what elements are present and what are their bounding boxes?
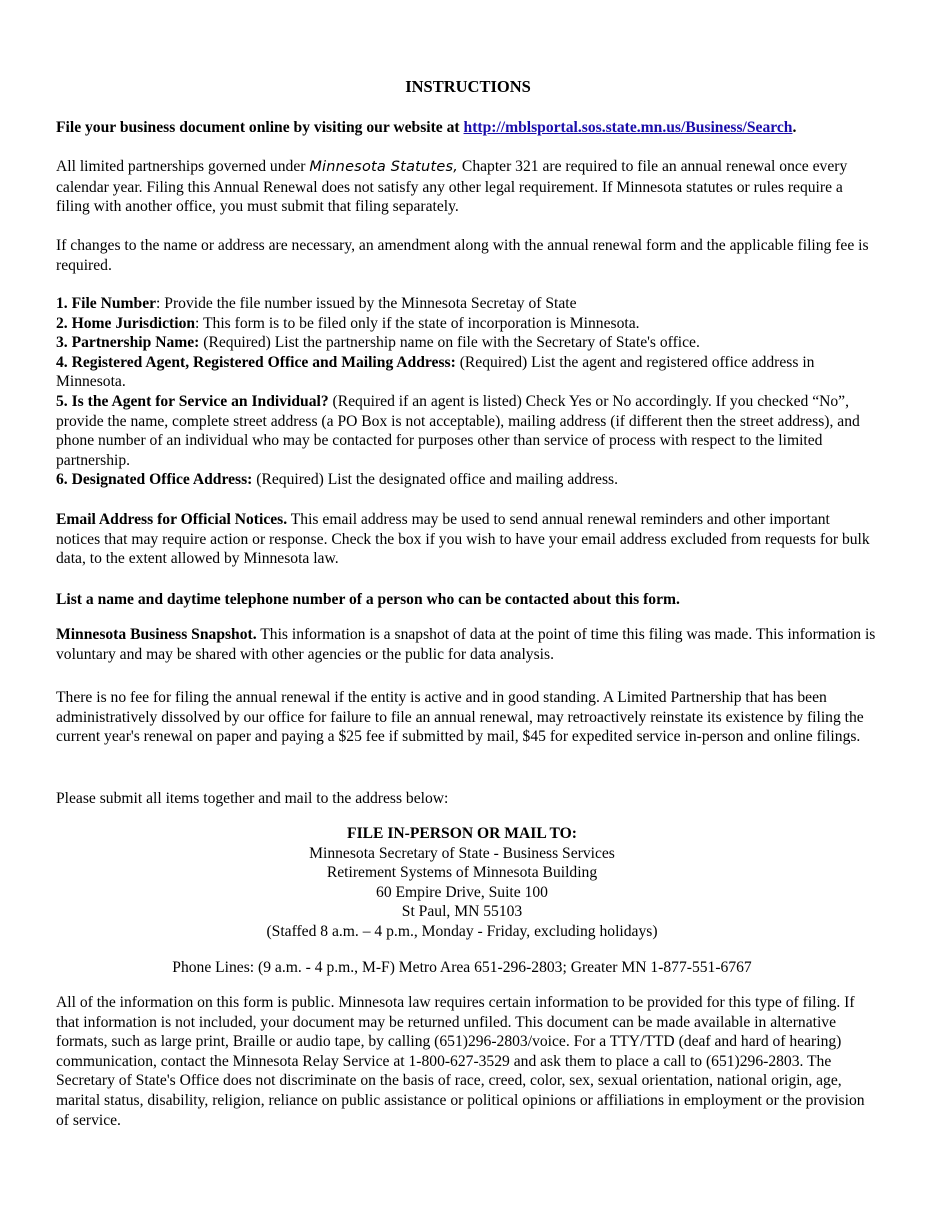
intro-paragraph: All limited partnerships governed under Minnesota Statutes, Chapter 321 are required to file an annual renewal once every calendar year. Filing this Annual Renewal does not satisfy any other legal requirement. If Minnesota statutes or rules require a filing with another office, you must submit that filing separately. <box>56 158 848 216</box>
address-line: Minnesota Secretary of State - Business Services <box>309 844 615 862</box>
address-line: St Paul, MN 55103 <box>401 903 523 921</box>
public-information-paragraph: All of the information on this form is public. Minnesota law requires certain information to be provided for this type of filing. If that information is not included, your document may be returned unfiled. This document can be made available in alternative formats, such as large print, Braille or audio tape, by calling (651)296-2803/voice. For a TTY/TTD (deaf and hard of hearing) communication, contact the Minnesota Relay Service at 1-800-627-3529 and ask them to place a call to (651)296-2803. The Secretary of State's Office does not discriminate on the basis of race, creed, color, sex, sexual orientation, national origin, age, marital status, disability, religion, reliance on public assistance or political opinions or affiliations in employment or the provision of service. <box>56 994 865 1129</box>
mailing-address-block <box>56 824 868 942</box>
page-title: INSTRUCTIONS <box>405 77 531 96</box>
amendment-paragraph: If changes to the name or address are necessary, an amendment along with the annual renewal form and the applicable filing fee is required. <box>56 237 869 274</box>
email-notice-paragraph: Email Address for Official Notices. This email address may be used to send annual renewal reminders and other important notices that may require action or response. Check the box if you wish to have your email address excluded from requests for bulk data, to the extent allowed by Minnesota law. <box>56 511 870 568</box>
phone-lines: Phone Lines: (9 a.m. - 4 p.m., M-F) Metro Area 651-296-2803; Greater MN 1-877-551-6767 <box>172 959 752 976</box>
numbered-instructions <box>56 294 876 490</box>
website-link[interactable]: http://mblsportal.sos.state.mn.us/Business/Search <box>463 119 793 136</box>
contact-instruction: List a name and daytime telephone number of a person who can be contacted about this form. <box>56 591 680 608</box>
instruction-item: 3. Partnership Name: (Required) List the partnership name on file with the Secretary of State's office. <box>56 334 700 352</box>
instruction-item: 1. File Number: Provide the file number issued by the Minnesota Secretay of State <box>56 295 577 312</box>
instruction-item: 5. Is the Agent for Service an Individual? (Required if an agent is listed) Check Yes or No accordingly. If you checked “No”, provide the name, complete street address (a PO Box is not acceptable), mailing address (if different then the street address), and phone number of an individual who may be contacted for purposes other than service of process with respect to the limited partnership. <box>56 392 860 469</box>
address-line: 60 Empire Drive, Suite 100 <box>376 883 548 901</box>
instruction-item: 2. Home Jurisdiction: This form is to be filed only if the state of incorporation is Minnesota. <box>56 314 640 332</box>
statutes-reference: Minnesota Statutes, <box>309 159 459 175</box>
business-snapshot-paragraph: Minnesota Business Snapshot. This information is a snapshot of data at the point of time this filing was made. This information is voluntary and may be shared with other agencies or the public for data analysis. <box>56 626 876 663</box>
online-filing-note: File your business document online by visiting our website at http://mblsportal.sos.state.mn.us/Business/Search. <box>56 119 797 136</box>
fee-paragraph: There is no fee for filing the annual renewal if the entity is active and in good standing. A Limited Partnership that has been administratively dissolved by our office for failure to file an annual renewal, may retroactively reinstate its existence by filing the current year's renewal on paper and paying a $25 fee if submitted by mail, $45 for expedited service in-person and online filings. <box>56 689 864 746</box>
online-filing-text: File your business document online by visiting our website at <box>56 119 464 136</box>
instruction-item: 6. Designated Office Address: (Required) List the designated office and mailing address. <box>56 471 618 489</box>
mail-heading: FILE IN-PERSON OR MAIL TO: <box>347 825 577 842</box>
address-line: Retirement Systems of Minnesota Building <box>326 864 598 882</box>
instruction-item: 4. Registered Agent, Registered Office and Mailing Address: (Required) List the agent and registered office address in Minnesota. <box>56 353 815 391</box>
office-hours: (Staffed 8 a.m. – 4 p.m., Monday - Friday, excluding holidays) <box>266 922 658 940</box>
submit-instruction: Please submit all items together and mail to the address below: <box>56 790 449 807</box>
